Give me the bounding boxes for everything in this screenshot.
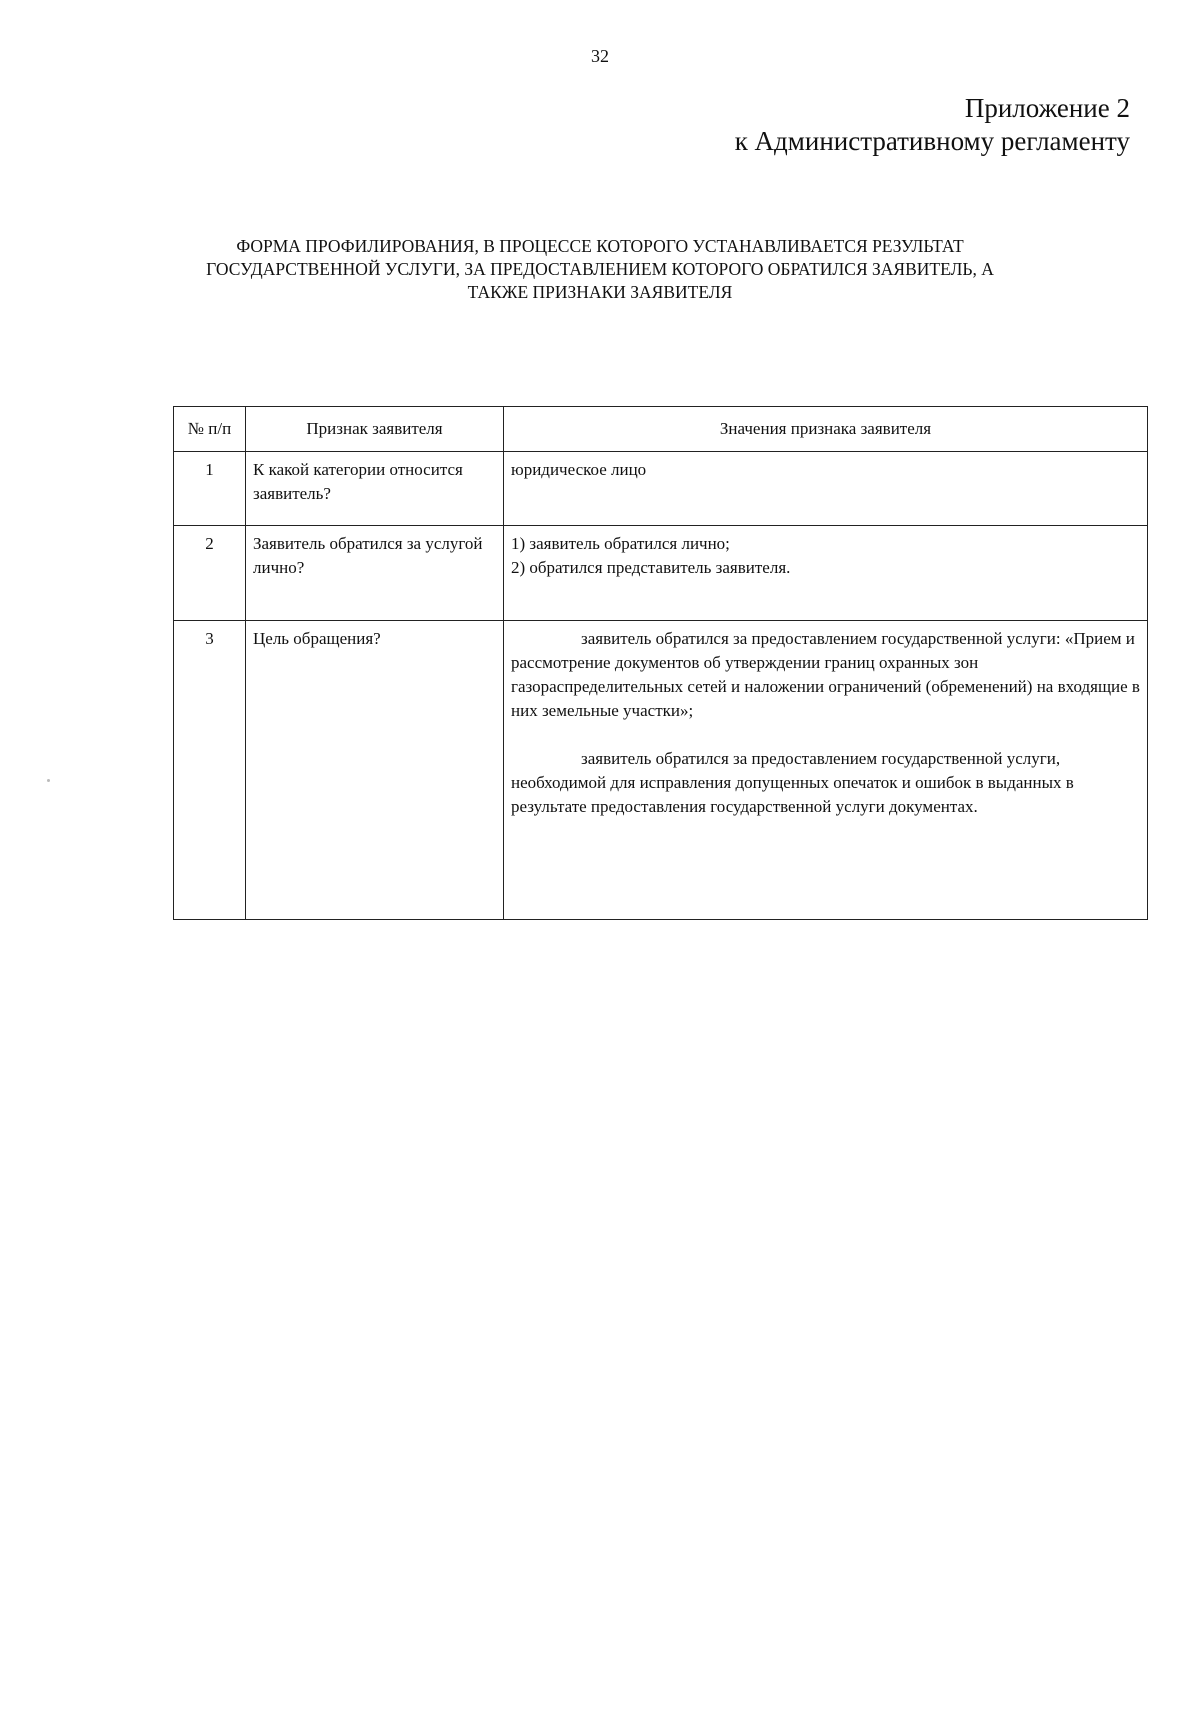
value-item: 2) обратился представитель заявителя.: [511, 558, 791, 577]
value-item: заявитель обратился за предоставлением государственной услуги: «Прием и рассмотрение документов об утверждении границ охранных зон газораспределительных сетей и наложении ограничений (обременений) на входящие в них земельные участки»;: [511, 629, 1140, 720]
value-item: заявитель обратился за предоставлением государственной услуги, необходимой для исправления допущенных опечаток и ошибок в выданных в результате предоставления государственной услуги документах.: [511, 749, 1074, 816]
value-item: 1) заявитель обратился лично;: [511, 534, 730, 553]
row-values: [504, 526, 1148, 621]
value-item: юридическое лицо: [511, 460, 647, 479]
header-values: Значения признака заявителя: [504, 407, 1148, 452]
table-header-row: [174, 407, 1148, 452]
row-values: [504, 452, 1148, 526]
table-row: [174, 526, 1148, 621]
row-sign: Заявитель обратился за услугой лично?: [246, 526, 504, 621]
title-line-1: ФОРМА ПРОФИЛИРОВАНИЯ, В ПРОЦЕССЕ КОТОРОГО УСТАНАВЛИВАЕТСЯ РЕЗУЛЬТАТ: [236, 236, 964, 256]
appendix-line-1: Приложение 2: [964, 93, 1130, 123]
row-sign: Цель обращения?: [246, 621, 504, 920]
scan-speck: [47, 779, 50, 782]
table-row: [174, 452, 1148, 526]
row-values: [504, 621, 1148, 920]
document-title: [150, 235, 1050, 304]
title-line-3: ТАКЖЕ ПРИЗНАКИ ЗАЯВИТЕЛЯ: [467, 282, 733, 302]
row-number: 2: [174, 526, 246, 621]
appendix-heading: [735, 92, 1130, 158]
row-number: 1: [174, 452, 246, 526]
title-line-2: ГОСУДАРСТВЕННОЙ УСЛУГИ, ЗА ПРЕДОСТАВЛЕНИЕМ КОТОРОГО ОБРАТИЛСЯ ЗАЯВИТЕЛЬ, А: [206, 259, 994, 279]
header-number: № п/п: [174, 407, 246, 452]
header-sign: Признак заявителя: [246, 407, 504, 452]
appendix-line-2: к Административному регламенту: [734, 126, 1130, 156]
profiling-table: [173, 406, 1148, 920]
row-sign: К какой категории относится заявитель?: [246, 452, 504, 526]
page-number: 32: [591, 46, 609, 66]
table-row: [174, 621, 1148, 920]
row-number: 3: [174, 621, 246, 920]
